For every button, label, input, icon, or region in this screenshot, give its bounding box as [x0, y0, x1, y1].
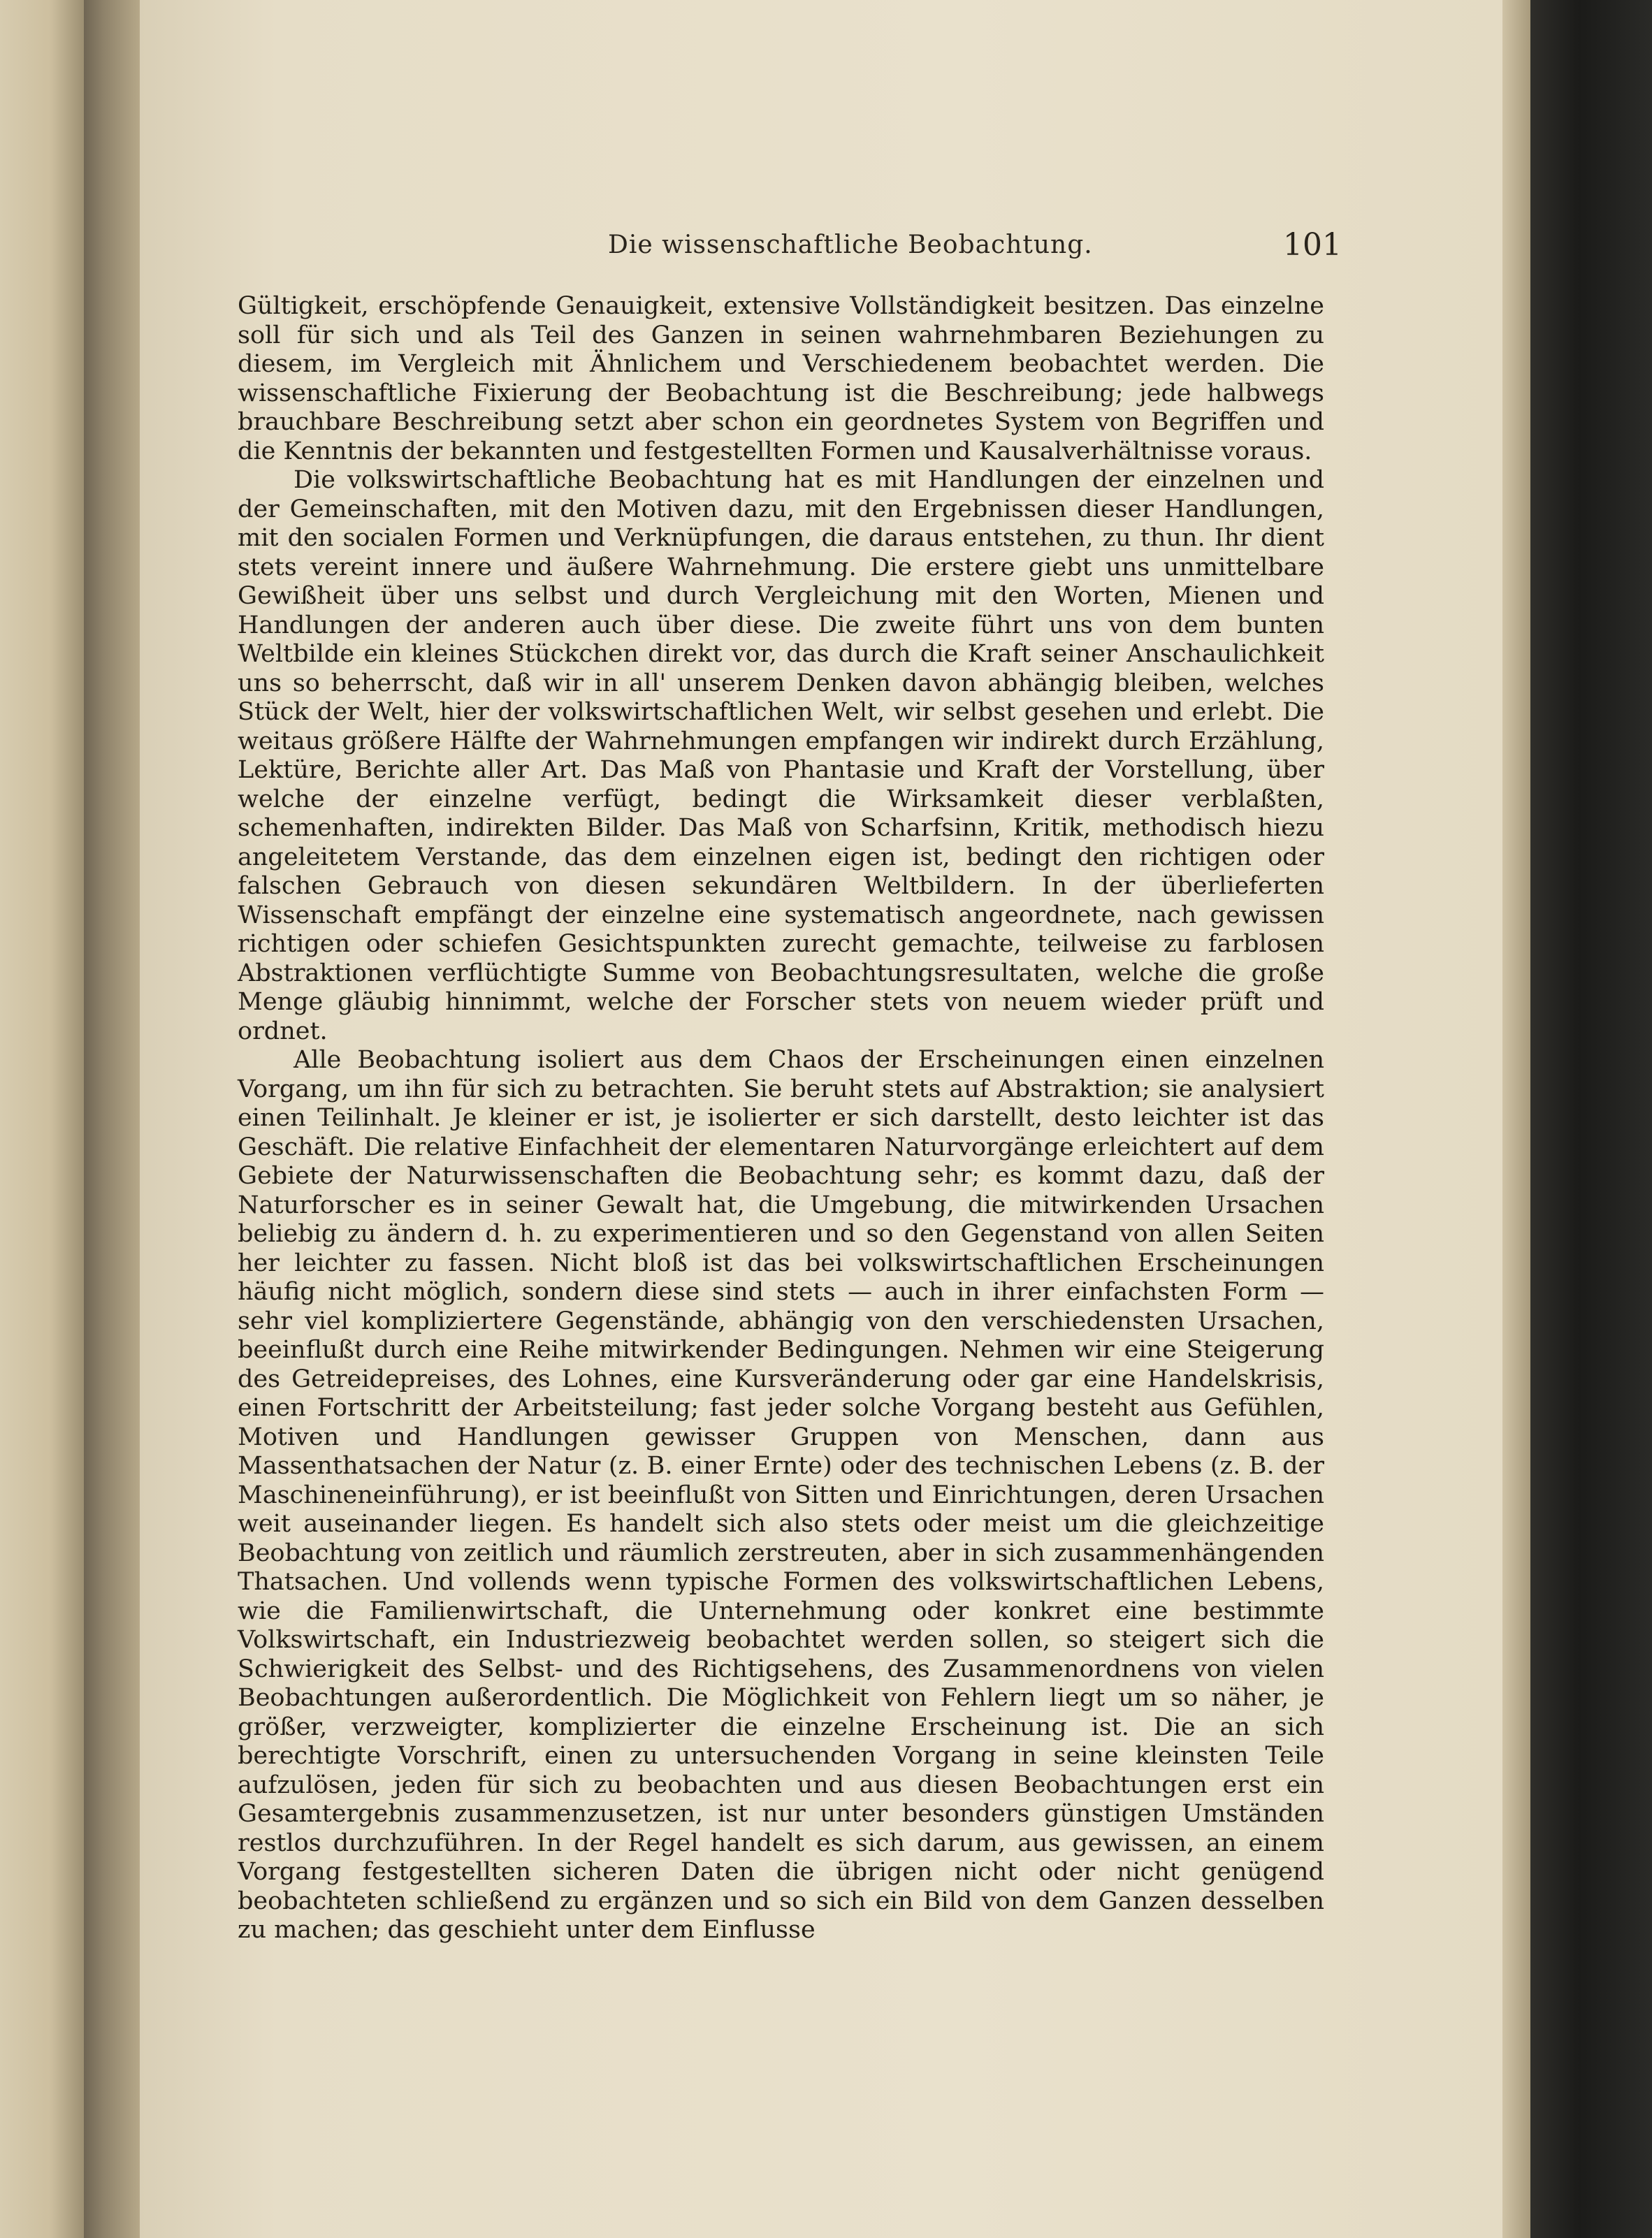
running-title: Die wissenschaftliche Beobachtung.: [608, 231, 1093, 259]
paragraph-1: Gültigkeit, erschöpfende Genauigkeit, extensive Vollständigkeit besitzen. Das einzelne soll für sich und als Teil des Ganzen in seinen wahrnehmbaren Beziehungen zu diesem, im Vergleich mit Ähnlichem und Verschiedenem beobachtet werden. Die wissenschaftliche Fixierung der Beobachtung ist die Beschreibung; jede halbwegs brauchbare Beschreibung setzt aber schon ein geordnetes System von Begriffen und die Kenntnis der bekannten und festgestellten Formen und Kausalverhältnisse voraus.: [238, 292, 1324, 465]
book-cover-board: [1530, 0, 1652, 2238]
paragraph-2: Die volkswirtschaftliche Beobachtung hat es mit Handlungen der einzelnen und der Gemeinschaften, mit den Motiven dazu, mit den Ergebnissen dieser Handlungen, mit den socialen Formen und Verknüpfungen, die daraus entstehen, zu thun. Ihr dient stets vereint innere und äußere Wahrnehmung. Die erstere giebt uns unmittelbare Gewißheit über uns selbst und durch Vergleichung mit den Worten, Mienen und Handlungen der anderen auch über diese. Die zweite führt uns von dem bunten Weltbilde ein kleines Stückchen direkt vor, das durch die Kraft seiner Anschaulichkeit uns so beherrscht, daß wir in all' unserem Denken davon abhängig bleiben, welches Stück der Welt, hier der volkswirtschaftlichen Welt, wir selbst gesehen und erlebt. Die weitaus größere Hälfte der Wahrnehmungen empfangen wir indirekt durch Erzählung, Lektüre, Berichte aller Art. Das Maß von Phantasie und Kraft der Vorstellung, über welche der einzelne verfügt, bedingt die Wirksamkeit dieser verblaßten, schemenhaften, indirekten Bilder. Das Maß von Scharfsinn, Kritik, methodisch hiezu angeleitetem Verstande, das dem einzelnen eigen ist, bedingt den richtigen oder falschen Gebrauch von diesen sekundären Weltbildern. In der überlieferten Wissenschaft empfängt der einzelne eine systematisch angeordnete, nach gewissen richtigen oder schiefen Gesichtspunkten zurecht gemachte, teilweise zu farblosen Abstraktionen verflüchtigte Summe von Beobachtungsresultaten, welche die große Menge gläubig hinnimmt, welche der Forscher stets von neuem wieder prüft und ordnet.: [238, 466, 1324, 1045]
body-text: [238, 292, 1324, 1945]
book-gutter: [84, 0, 140, 2238]
page-number: 101: [1283, 227, 1342, 263]
page-edge-right: [1502, 0, 1530, 2238]
running-head: [238, 227, 1342, 269]
left-page-edge: [0, 0, 84, 2238]
paragraph-3: Alle Beobachtung isoliert aus dem Chaos der Erscheinungen einen einzelnen Vorgang, um ihn für sich zu betrachten. Sie beruht stets auf Abstraktion; sie analysiert einen Teilinhalt. Je kleiner er ist, je isolierter er sich darstellt, desto leichter ist das Geschäft. Die relative Einfachheit der elementaren Naturvorgänge erleichtert auf dem Gebiete der Naturwissenschaften die Beobachtung sehr; es kommt dazu, daß der Naturforscher es in seiner Gewalt hat, die Umgebung, die mitwirkenden Ursachen beliebig zu ändern d. h. zu experimentieren und so den Gegenstand von allen Seiten her leichter zu fassen. Nicht bloß ist das bei volkswirtschaftlichen Erscheinungen häufig nicht möglich, sondern diese sind stets — auch in ihrer einfachsten Form — sehr viel kompliziertere Gegenstände, abhängig von den verschiedensten Ursachen, beeinflußt durch eine Reihe mitwirkender Bedingungen. Nehmen wir eine Steigerung des Getreidepreises, des Lohnes, eine Kursveränderung oder gar eine Handelskrisis, einen Fortschritt der Arbeitsteilung; fast jeder solche Vorgang besteht aus Gefühlen, Motiven und Handlungen gewisser Gruppen von Menschen, dann aus Massenthatsachen der Natur (z. B. einer Ernte) oder des technischen Lebens (z. B. der Maschineneinführung), er ist beeinflußt von Sitten und Einrichtungen, deren Ursachen weit auseinander liegen. Es handelt sich also stets oder meist um die gleichzeitige Beobachtung von zeitlich und räumlich zerstreuten, aber in sich zusammenhängenden Thatsachen. Und vollends wenn typische Formen des volkswirtschaftlichen Lebens, wie die Familienwirtschaft, die Unternehmung oder konkret eine bestimmte Volkswirtschaft, ein Industriezweig beobachtet werden sollen, so steigert sich die Schwierigkeit des Selbst- und des Richtigsehens, des Zusammenordnens von vielen Beobachtungen außerordentlich. Die Möglichkeit von Fehlern liegt um so näher, je größer, verzweigter, komplizierter die einzelne Erscheinung ist. Die an sich berechtigte Vorschrift, einen zu untersuchenden Vorgang in seine kleinsten Teile aufzulösen, jeden für sich zu beobachten und aus diesen Beobachtungen erst ein Gesamtergebnis zusammenzusetzen, ist nur unter besonders günstigen Umständen restlos durchzuführen. In der Regel handelt es sich darum, aus gewissen, an einem Vorgang festgestellten sicheren Daten die übrigen nicht oder nicht genügend beobachteten schließend zu ergänzen und so sich ein Bild von dem Ganzen desselben zu machen; das geschieht unter dem Einflusse: [238, 1046, 1324, 1944]
